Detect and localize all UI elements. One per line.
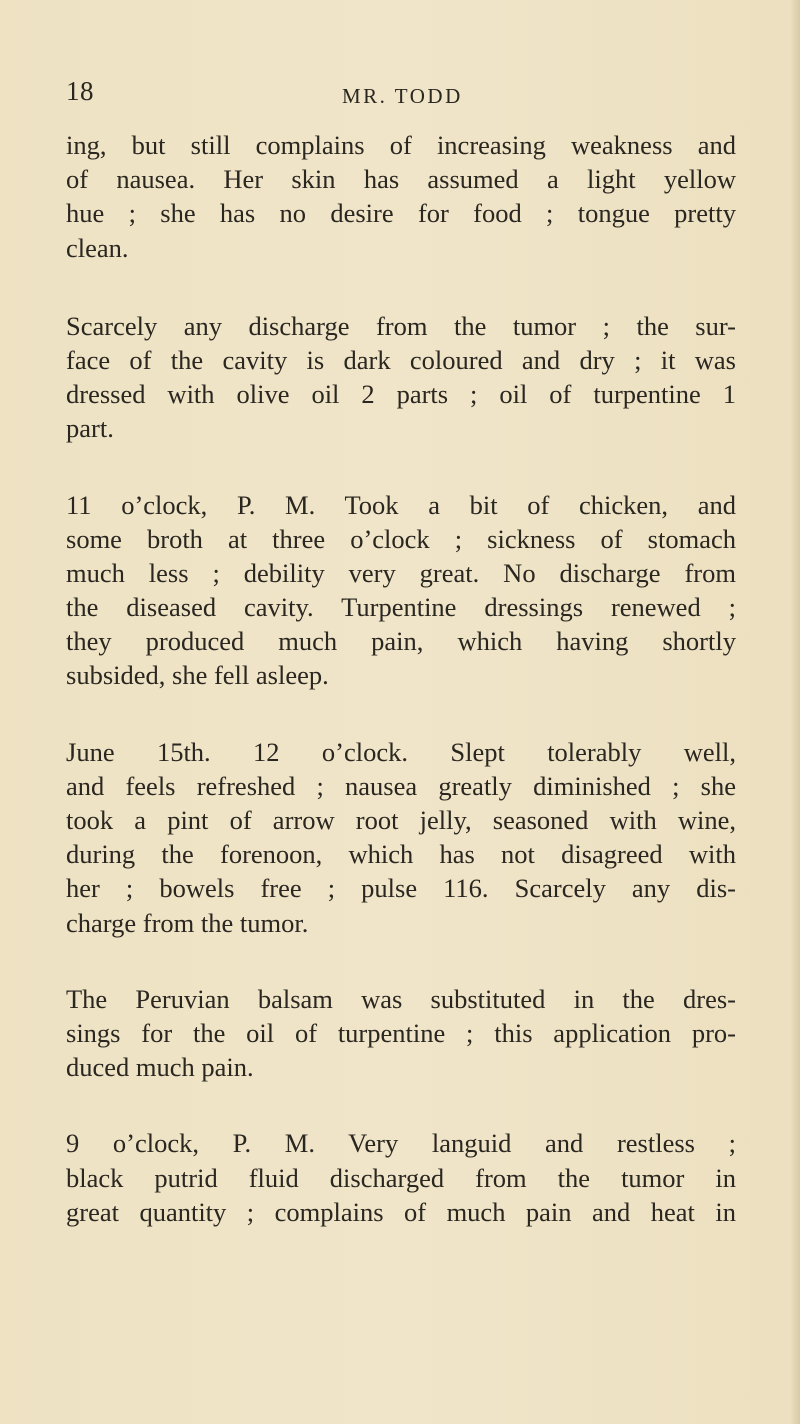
text-line: The Peruvian balsam was substituted in the dres-: [66, 983, 736, 1014]
text-line: 9 o’clock, P. M. Very languid and restless ;: [66, 1128, 736, 1159]
text-line: subsided, she fell asleep.: [66, 660, 329, 691]
paragraph-3: [66, 488, 736, 693]
text-line: black putrid fluid discharged from the tumor in: [66, 1162, 736, 1193]
page-number: 18: [66, 76, 94, 106]
text-line: ing, but still complains of increasing weakness and: [66, 130, 736, 160]
text-line: part.: [66, 413, 114, 444]
page-header: [66, 76, 746, 116]
text-line: June 15th. 12 o’clock. Slept tolerably well,: [66, 736, 736, 767]
text-line: hue ; she has no desire for food ; tongue pretty: [66, 198, 736, 229]
paragraph-1: [66, 128, 736, 265]
body-text: [66, 128, 736, 1269]
text-line: took a pint of arrow root jelly, seasoned with wine,: [66, 805, 736, 835]
page-edge-shadow: [790, 0, 800, 1424]
text-line: much less ; debility very great. No discharge from: [66, 557, 736, 588]
text-line: clean.: [66, 232, 129, 263]
text-line: they produced much pain, which having shortly: [66, 626, 736, 657]
text-line: face of the cavity is dark coloured and dry ; it was: [66, 344, 736, 375]
text-line: 11 o’clock, P. M. Took a bit of chicken, and: [66, 489, 736, 520]
paragraph-6: [66, 1126, 736, 1229]
running-head: MR. TODD: [342, 84, 463, 108]
text-line: some broth at three o’clock ; sickness of stomach: [66, 523, 736, 554]
text-line: great quantity ; complains of much pain and heat in: [66, 1196, 736, 1227]
paragraph-2: [66, 309, 736, 446]
paragraph-5: [66, 982, 736, 1085]
text-line: of nausea. Her skin has assumed a light yellow: [66, 164, 736, 195]
text-line: duced much pain.: [66, 1052, 254, 1083]
text-line: dressed with olive oil 2 parts ; oil of turpentine 1: [66, 379, 736, 410]
text-line: during the forenoon, which has not disagreed with: [66, 839, 736, 870]
text-line: the diseased cavity. Turpentine dressings renewed ;: [66, 592, 736, 623]
text-line: sings for the oil of turpentine ; this application pro-: [66, 1017, 736, 1048]
text-line: charge from the tumor.: [66, 907, 309, 938]
text-line: her ; bowels free ; pulse 116. Scarcely any dis-: [66, 873, 736, 904]
text-line: Scarcely any discharge from the tumor ; the sur-: [66, 310, 736, 341]
text-line: and feels refreshed ; nausea greatly diminished ; she: [66, 770, 736, 801]
paragraph-4: [66, 735, 736, 940]
